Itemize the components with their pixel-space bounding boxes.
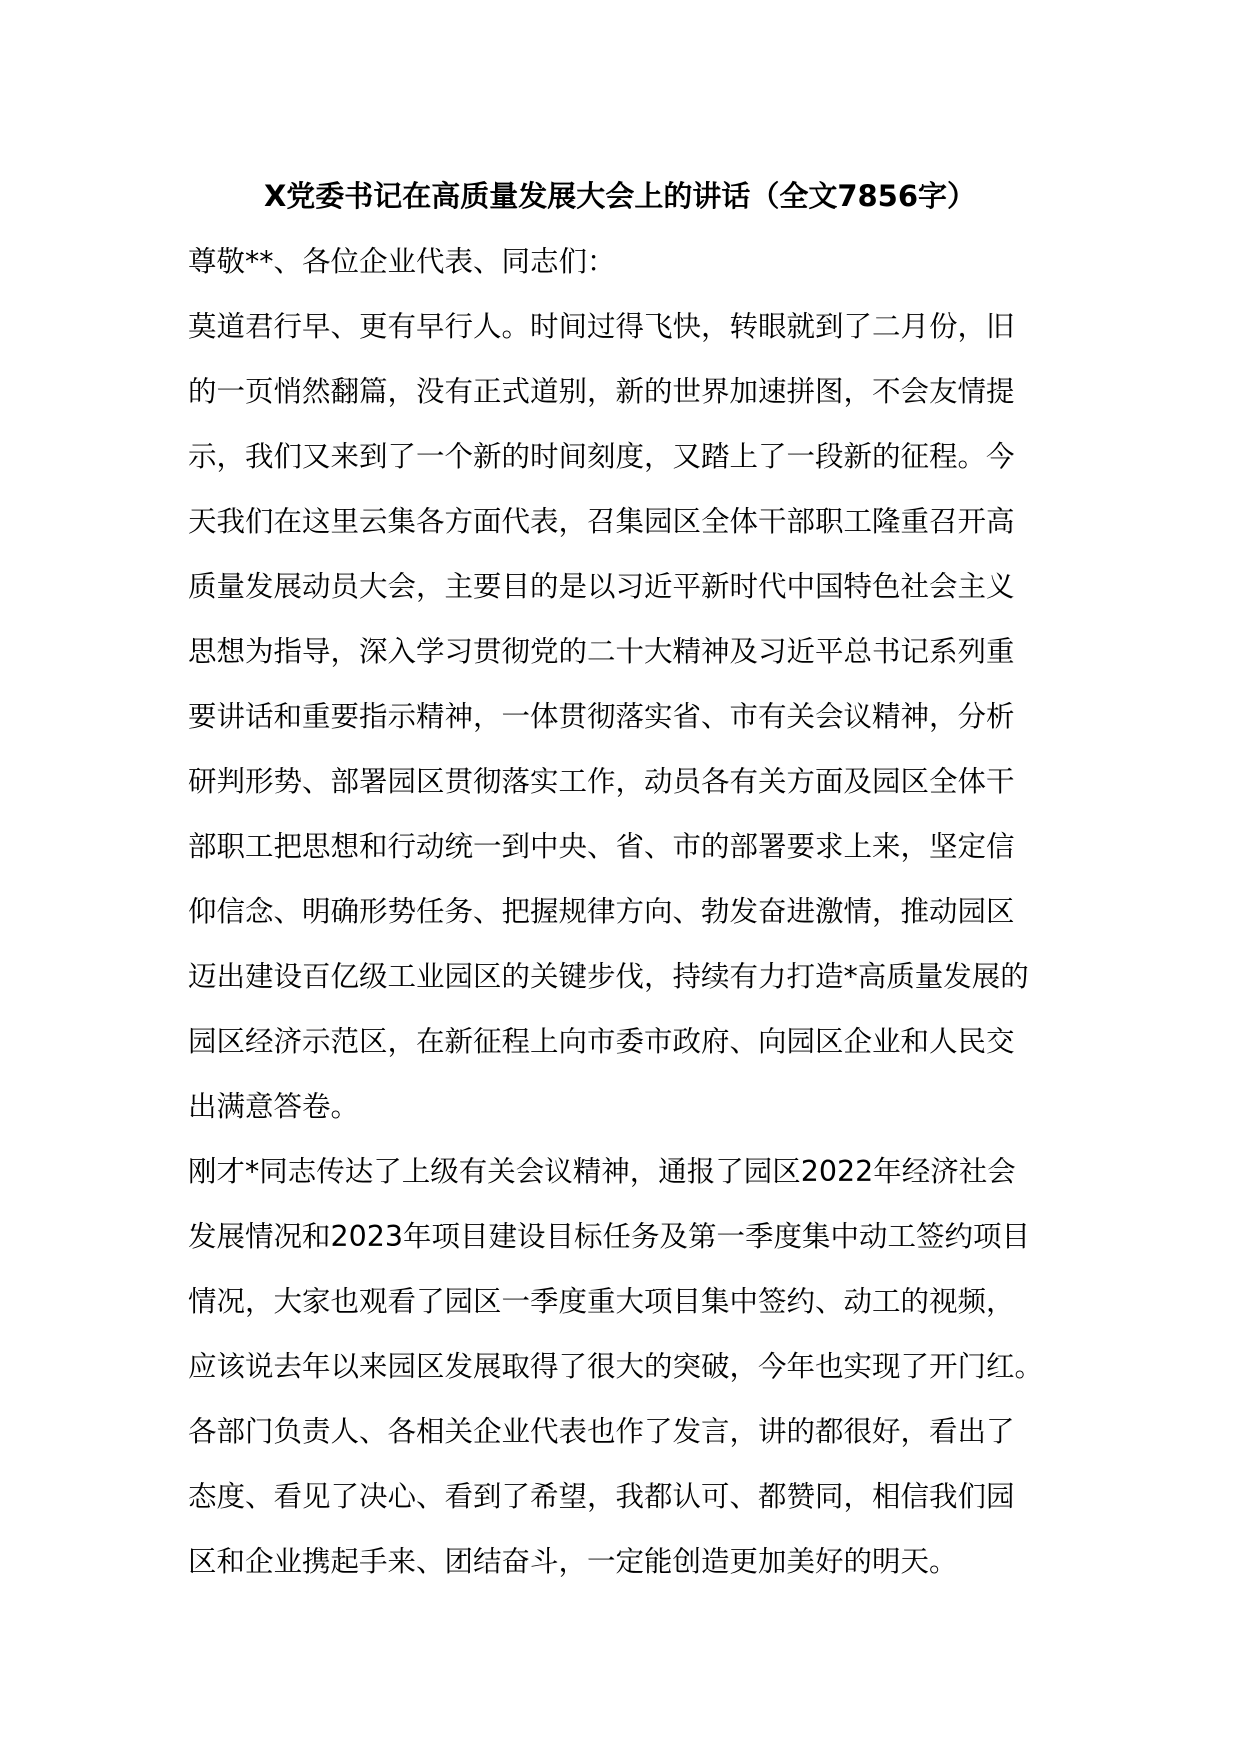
paragraph-line: 各部门负责人、各相关企业代表也作了发言，讲的都很好，看出了 [188,1415,1015,1448]
document-body [188,242,1088,1607]
paragraph-line: 研判形势、部署园区贯彻落实工作，动员各有关方面及园区全体干 [188,765,1015,798]
paragraph-line: 莫道君行早、更有早行人。时间过得飞快，转眼就到了二月份，旧 [188,310,1015,343]
paragraph-line: 示，我们又来到了一个新的时间刻度，又踏上了一段新的征程。今 [188,440,1015,473]
paragraph-line: 天我们在这里云集各方面代表，召集园区全体干部职工隆重召开高 [188,505,1015,538]
paragraph-line: 应该说去年以来园区发展取得了很大的突破，今年也实现了开门红。 [188,1350,1044,1383]
paragraph-line: 区和企业携起手来、团结奋斗，一定能创造更加美好的明天。 [188,1545,958,1578]
paragraph-line: 出满意答卷。 [188,1090,360,1123]
paragraph-line: 发展情况和2023年项目建设目标任务及第一季度集中动工签约项目 [188,1220,1031,1253]
paragraph-line: 要讲话和重要指示精神，一体贯彻落实省、市有关会议精神，分析 [188,700,1015,733]
salutation-line: 尊敬**、各位企业代表、同志们： [188,245,616,278]
paragraph-line: 思想为指导，深入学习贯彻党的二十大精神及习近平总书记系列重 [188,635,1015,668]
document-title: X党委书记在高质量发展大会上的讲话（全文7856字） [263,179,977,213]
paragraph-line: 情况，大家也观看了园区一季度重大项目集中签约、动工的视频， [188,1285,1015,1318]
paragraph-line: 仰信念、明确形势任务、把握规律方向、勃发奋进激情，推动园区 [188,895,1015,928]
paragraph-line: 迈出建设百亿级工业园区的关键步伐，持续有力打造*高质量发展的 [188,960,1029,993]
paragraph-line: 的一页悄然翻篇，没有正式道别，新的世界加速拼图，不会友情提 [188,375,1015,408]
paragraph-line: 刚才*同志传达了上级有关会议精神，通报了园区2022年经济社会 [188,1155,1016,1188]
paragraph-line: 部职工把思想和行动统一到中央、省、市的部署要求上来，坚定信 [188,830,1015,863]
paragraph-line: 园区经济示范区，在新征程上向市委市政府、向园区企业和人民交 [188,1025,1015,1058]
paragraph-line: 质量发展动员大会，主要目的是以习近平新时代中国特色社会主义 [188,570,1015,603]
paragraph-line: 态度、看见了决心、看到了希望，我都认可、都赞同，相信我们园 [188,1480,1015,1513]
